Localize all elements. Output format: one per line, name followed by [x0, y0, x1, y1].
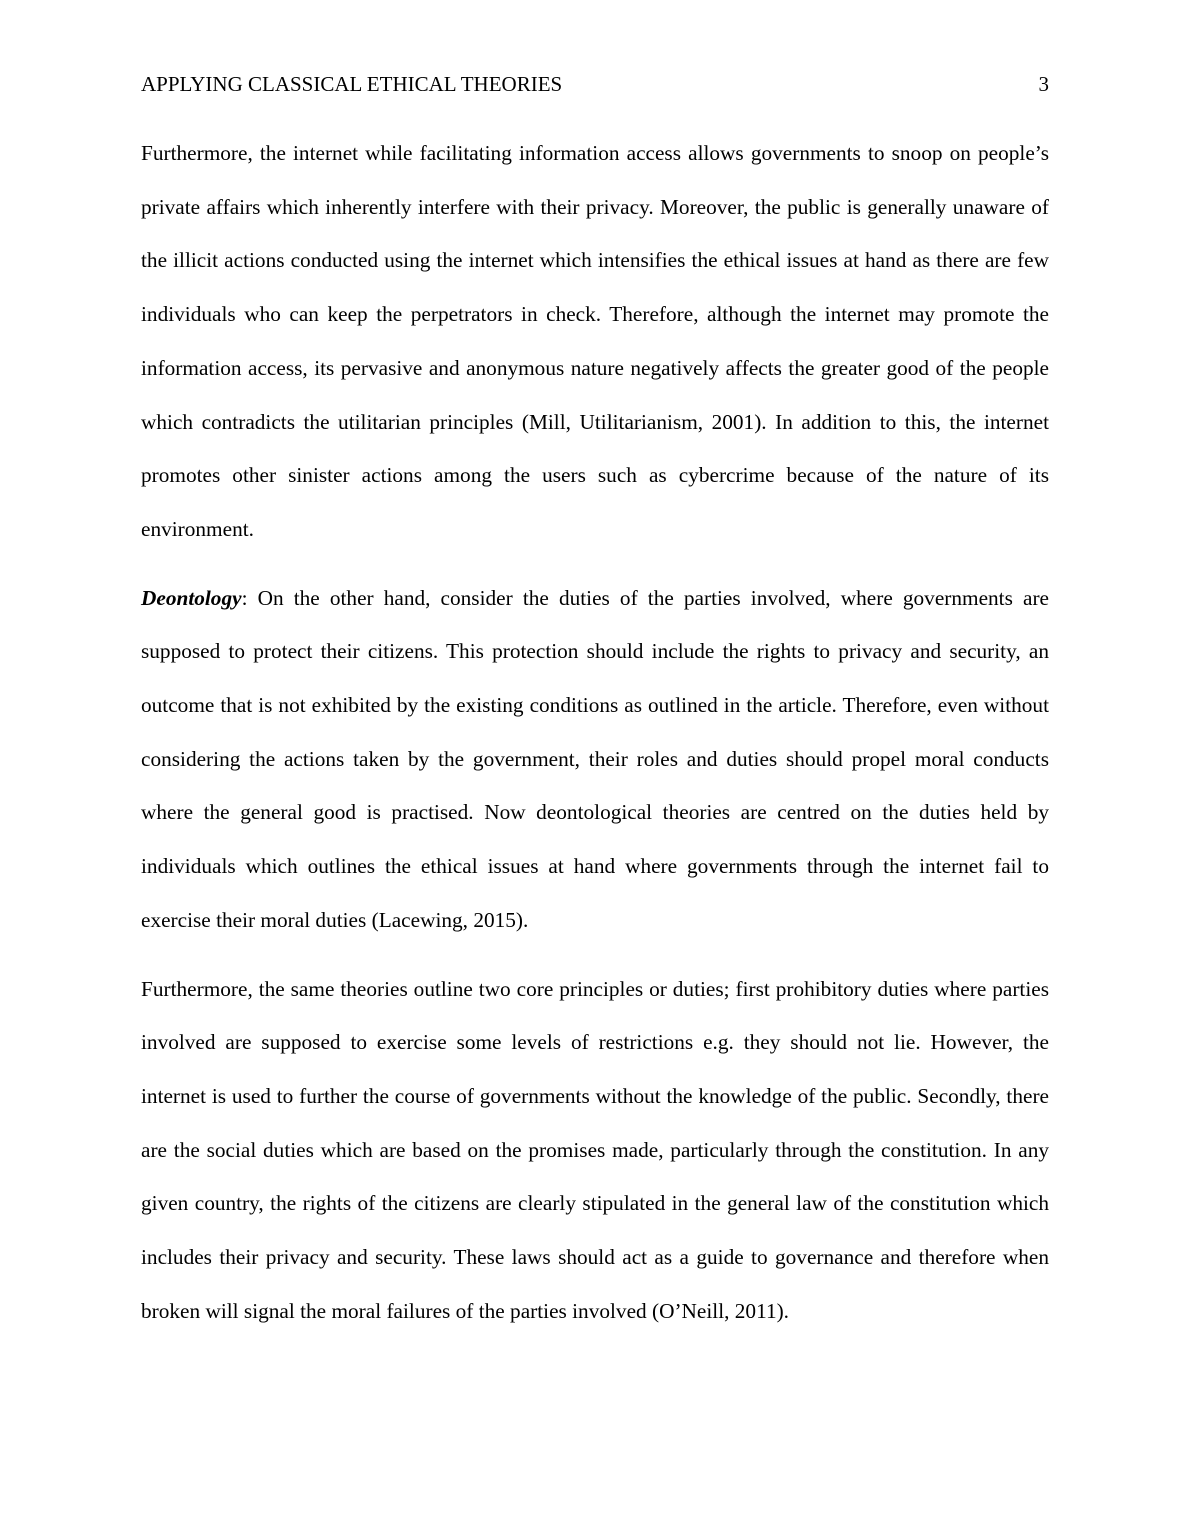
page-header: [141, 70, 1049, 100]
paragraph-utilitarian-continued: [141, 127, 1049, 557]
running-head: APPLYING CLASSICAL ETHICAL THEORIES: [141, 72, 563, 96]
paragraph-duties: [141, 963, 1049, 1339]
page-number: 3: [1038, 72, 1049, 96]
body-text: [141, 127, 1049, 1353]
paragraph-text: : On the other hand, consider the duties of the parties involved, where governments are supposed to protect their citizens. This protection should include the rights to privacy and security, an outcome that is not exhibited by the existing conditions as outlined in the article. Therefore, even without considering the actions taken by the government, their roles and duties should propel moral conducts where the general good is practised. Now deontological theories are centred on the duties held by individuals which outlines the ethical issues at hand where governments through the internet fail to exercise their moral duties (Lacewing, 2015).: [141, 585, 1049, 932]
paragraph-text: Furthermore, the internet while facilitating information access allows governments to snoop on people’s private affairs which inherently interfere with their privacy. Moreover, the public is generally unaware of the illicit actions conducted using the internet which intensifies the ethical issues at hand as there are few individuals who can keep the perpetrators in check. Therefore, although the internet may promote the information access, its pervasive and anonymous nature negatively affects the greater good of the people which contradicts the utilitarian principles (Mill, Utilitarianism, 2001). In addition to this, the internet promotes other sinister actions among the users such as cybercrime because of the nature of its environment.: [141, 141, 1049, 541]
paragraph-text: Furthermore, the same theories outline two core principles or duties; first prohibitory duties where parties involved are supposed to exercise some levels of restrictions e.g. they should not lie. However, the internet is used to further the course of governments without the knowledge of the public. Secondly, there are the social duties which are based on the promises made, particularly through the constitution. In any given country, the rights of the citizens are clearly stipulated in the general law of the constitution which includes their privacy and security. These laws should act as a guide to governance and therefore when broken will signal the moral failures of the parties involved (O’Neill, 2011).: [141, 976, 1049, 1323]
deontology-term: Deontology: [141, 585, 242, 610]
paragraph-deontology: [141, 572, 1049, 948]
